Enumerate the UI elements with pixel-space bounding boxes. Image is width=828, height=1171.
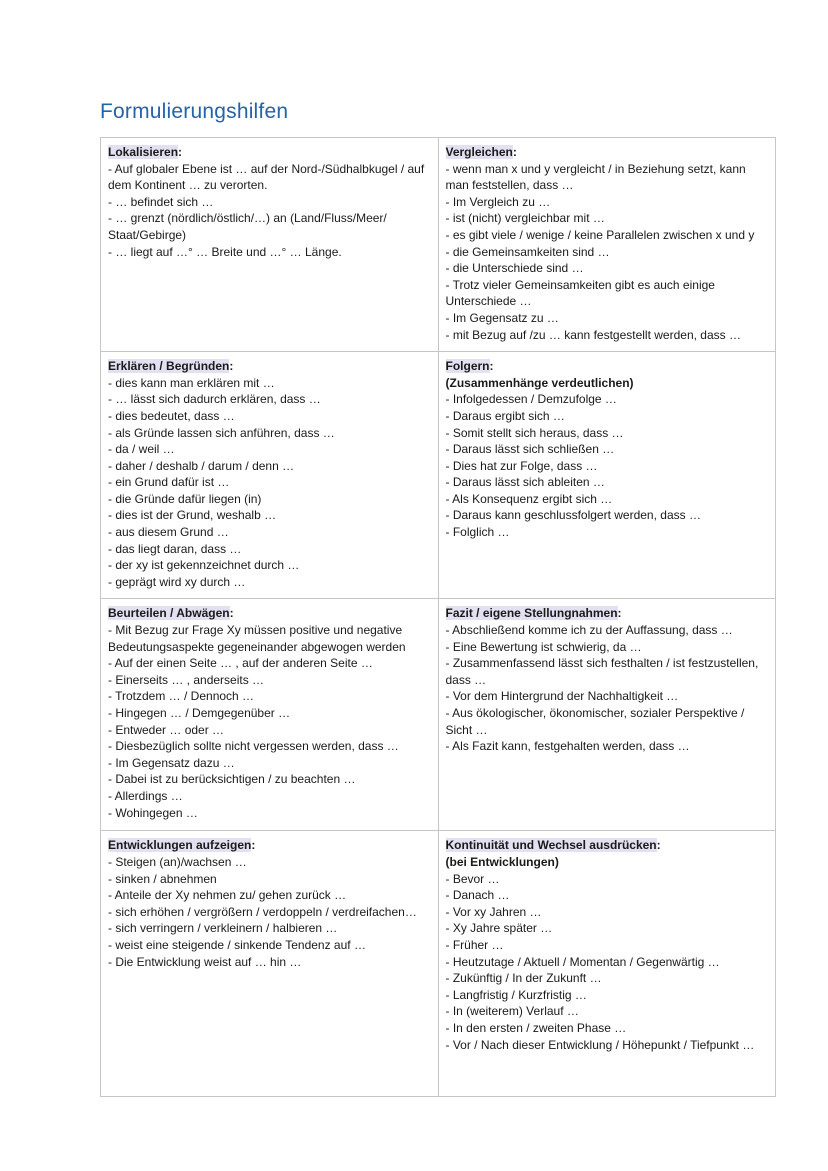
- phrase-item: - Zukünftig / In der Zukunft …: [445, 971, 602, 986]
- cell-lokalisieren: [100, 137, 438, 351]
- phrase-item: - Daraus lässt sich schließen …: [445, 442, 615, 457]
- phrase-item: - … liegt auf …° … Breite und …° … Länge.: [108, 244, 342, 259]
- phrase-item: - ein Grund dafür ist …: [108, 475, 230, 490]
- phrase-item: - sich verringern / verkleinern / halbieren …: [108, 921, 338, 936]
- phrase-item: - wenn man x und y vergleicht / in Beziehung setzt, kann man feststellen, dass …: [445, 161, 750, 193]
- phrase-item: - Aus ökologischer, ökonomischer, sozialer Perspektive / Sicht …: [445, 706, 748, 737]
- phrase-item: - Danach …: [445, 888, 510, 903]
- cell-fazit-stellungnahmen: [438, 598, 776, 830]
- phrase-item: - Einerseits … , anderseits …: [108, 672, 265, 687]
- phrase-item: - Mit Bezug zur Frage Xy müssen positive und negative Bedeutungsaspekte gegeneinander abgewogen werden: [108, 623, 406, 654]
- cell-heading-text: Erklären / Begründen: [108, 359, 230, 374]
- phrase-item: - Heutzutage / Aktuell / Momentan / Gegenwärtig …: [445, 954, 720, 969]
- phrase-item: - Abschließend komme ich zu der Auffassung, dass …: [445, 623, 733, 638]
- phrase-item: - dies kann man erklären mit …: [108, 375, 275, 390]
- phrase-item: - Hingegen … / Demgegenüber …: [108, 706, 291, 720]
- cell-heading-colon: :: [229, 606, 234, 621]
- phrase-item: - Vor / Nach dieser Entwicklung / Höhepunkt / Tiefpunkt …: [445, 1037, 755, 1052]
- phrase-item: - Xy Jahre später …: [445, 921, 553, 936]
- phrase-item: - dies bedeutet, dass …: [108, 408, 235, 423]
- phrase-item: - Folglich …: [445, 525, 510, 540]
- cell-heading-colon: :: [656, 838, 661, 853]
- cell-heading-text: Folgern: [445, 359, 490, 374]
- phrase-item: - Im Gegensatz zu …: [445, 310, 559, 325]
- phrase-item: - Als Konsequenz ergibt sich …: [445, 491, 613, 506]
- phrase-item: - daher / deshalb / darum / denn …: [108, 458, 295, 473]
- phrase-item: - Auf globaler Ebene ist … auf der Nord-/Südhalbkugel / auf dem Kontinent … zu verorten.: [108, 161, 428, 193]
- phrase-item: - mit Bezug auf /zu … kann festgestellt werden, dass …: [445, 327, 741, 342]
- phrase-item: - Daraus lässt sich ableiten …: [445, 475, 605, 490]
- phrase-item: - Wohingegen …: [108, 805, 198, 820]
- phrase-item: - Trotzdem … / Dennoch …: [108, 689, 255, 704]
- cell-heading: [108, 144, 429, 161]
- phrase-item: - Entweder … oder …: [108, 722, 225, 737]
- cell-heading: [108, 837, 429, 854]
- phrase-item: - Anteile der Xy nehmen zu/ gehen zurück …: [108, 888, 347, 903]
- phrase-item: - Langfristig / Kurzfristig …: [445, 987, 587, 1002]
- phrase-item: - In den ersten / zweiten Phase …: [445, 1020, 627, 1035]
- cell-subheading: (bei Entwicklungen): [445, 855, 559, 870]
- cell-entwicklungen: [100, 830, 438, 1096]
- phrase-item: - ist (nicht) vergleichbar mit …: [445, 211, 605, 226]
- phrase-item: - Auf der einen Seite … , auf der anderen Seite …: [108, 656, 373, 671]
- phrase-item: - sinken / abnehmen: [108, 871, 217, 886]
- phrase-item: - … lässt sich dadurch erklären, dass …: [108, 392, 321, 407]
- phrase-item: - die Unterschiede sind …: [445, 261, 584, 276]
- phrase-item: - dies ist der Grund, weshalb …: [108, 508, 277, 523]
- cell-subheading: (Zusammenhänge verdeutlichen): [445, 375, 634, 390]
- cell-kontinuitaet-wechsel: [438, 830, 776, 1096]
- phrase-item: - Früher …: [445, 938, 504, 952]
- cell-heading: [108, 358, 429, 375]
- phrase-item: - Im Gegensatz dazu …: [108, 755, 235, 770]
- phrase-item: - Zusammenfassend lässt sich festhalten / ist festzustellen, dass …: [445, 656, 762, 687]
- phrase-item: - aus diesem Grund …: [108, 525, 229, 540]
- phrase-item: - Im Vergleich zu …: [445, 194, 551, 209]
- cell-heading: [108, 605, 429, 622]
- cell-heading-colon: :: [512, 145, 517, 159]
- phrase-list: [446, 161, 767, 344]
- phrase-item: - Eine Bewertung ist schwierig, da …: [445, 639, 642, 654]
- phrase-list: [108, 854, 429, 970]
- phrase-item: - Daraus kann geschlussfolgert werden, dass …: [445, 508, 701, 523]
- phrase-item: - Steigen (an)/wachsen …: [108, 855, 247, 870]
- phrase-item: - Allerdings …: [108, 788, 183, 803]
- cell-heading-colon: :: [178, 145, 183, 159]
- phrase-item: - das liegt daran, dass …: [108, 541, 242, 556]
- phrase-item: - da / weil …: [108, 442, 175, 457]
- cell-heading: [446, 144, 767, 161]
- phrase-item: - Diesbezüglich sollte nicht vergessen werden, dass …: [108, 739, 399, 754]
- phrase-item: - die Gründe dafür liegen (in): [108, 491, 262, 506]
- cell-erklaeren-begruenden: [100, 351, 438, 598]
- phrase-item: - die Gemeinsamkeiten sind …: [445, 244, 610, 259]
- cell-heading-text: Fazit / eigene Stellungnahmen: [445, 606, 618, 621]
- phrase-item: - In (weiterem) Verlauf …: [445, 1004, 579, 1019]
- phrase-item: - geprägt wird xy durch …: [108, 574, 246, 589]
- cell-heading-colon: :: [489, 359, 494, 374]
- page-title: Formulierungshilfen: [100, 100, 289, 123]
- cell-heading: [446, 837, 767, 854]
- phrase-item: - Vor dem Hintergrund der Nachhaltigkeit …: [445, 689, 679, 704]
- cell-vergleichen: [438, 137, 776, 351]
- document-page: [100, 100, 776, 1097]
- cell-beurteilen-abwaegen: [100, 598, 438, 830]
- phrase-item: - … befindet sich …: [108, 194, 214, 209]
- cell-heading-colon: :: [229, 359, 234, 374]
- phrase-item: - der xy ist gekennzeichnet durch …: [108, 558, 300, 573]
- cell-heading-colon: :: [617, 606, 622, 621]
- cell-heading-text: Beurteilen / Abwägen: [108, 606, 230, 621]
- phrase-item: - Somit stellt sich heraus, dass …: [445, 425, 624, 440]
- cell-heading-text: Entwicklungen aufzeigen: [108, 838, 252, 853]
- phrase-item: - Als Fazit kann, festgehalten werden, dass …: [445, 739, 690, 754]
- cell-heading: [446, 358, 767, 375]
- phrase-item: - als Gründe lassen sich anführen, dass …: [108, 425, 335, 440]
- phrase-item: - Daraus ergibt sich …: [445, 408, 565, 423]
- phrase-item: - … grenzt (nördlich/östlich/…) an (Land/Fluss/Meer/ Staat/Gebirge): [108, 211, 391, 242]
- phrase-list: [446, 391, 767, 540]
- phrase-list: [108, 622, 429, 821]
- phrase-item: - Dies hat zur Folge, dass …: [445, 458, 598, 473]
- phrase-item: - Infolgedessen / Demzufolge …: [445, 392, 617, 407]
- phrase-list: [108, 375, 429, 591]
- cell-heading-text: Vergleichen: [445, 145, 513, 159]
- formulation-table: [100, 137, 776, 1097]
- phrase-list: [446, 871, 767, 1054]
- phrase-item: - es gibt viele / wenige / keine Parallelen zwischen x und y: [445, 227, 755, 242]
- phrase-item: - sich erhöhen / vergrößern / verdoppeln / verdreifachen…: [108, 904, 417, 919]
- phrase-item: - Vor xy Jahren …: [445, 904, 542, 919]
- phrase-item: - weist eine steigende / sinkende Tendenz auf …: [108, 938, 366, 952]
- cell-heading-colon: :: [251, 838, 256, 853]
- phrase-item: - Dabei ist zu berücksichtigen / zu beachten …: [108, 772, 356, 787]
- cell-heading: [446, 605, 767, 622]
- phrase-item: - Bevor …: [445, 871, 500, 886]
- cell-heading-text: Lokalisieren: [108, 145, 179, 159]
- phrase-list: [446, 622, 767, 755]
- phrase-item: - Die Entwicklung weist auf … hin …: [108, 954, 302, 969]
- cell-heading-text: Kontinuität und Wechsel ausdrücken: [445, 838, 657, 853]
- phrase-item: - Trotz vieler Gemeinsamkeiten gibt es auch einige Unterschiede …: [445, 277, 719, 309]
- cell-folgern: [438, 351, 776, 598]
- phrase-list: [108, 161, 429, 261]
